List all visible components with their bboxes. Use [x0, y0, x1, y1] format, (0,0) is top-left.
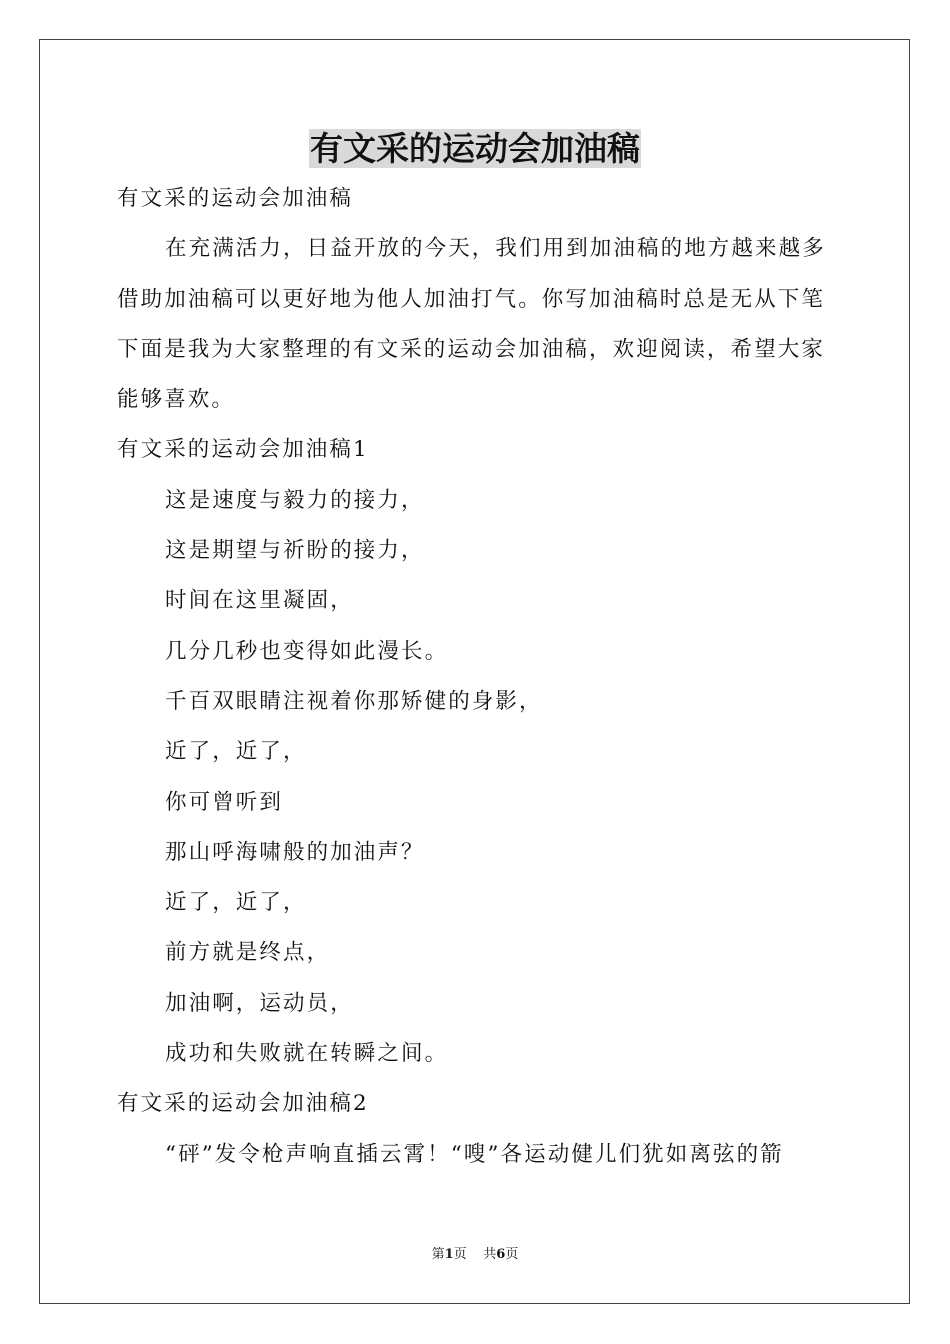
total-suffix: 页: [505, 1247, 519, 1262]
poem-line: 近了，近了，: [165, 890, 307, 916]
document-body: [117, 174, 833, 1180]
poem-line: 近了，近了，: [165, 739, 307, 765]
poem-line: 时间在这里凝固，: [165, 588, 354, 614]
poem-line: 这是期望与祈盼的接力，: [165, 538, 425, 564]
total-pages: 6: [496, 1247, 506, 1262]
poem-line: 几分几秒也变得如此漫长。: [165, 638, 449, 664]
paragraph-line: “砰”发令枪声响直插云霄！“嗖”各运动健儿们犹如离弦的箭: [165, 1141, 784, 1167]
intro-line: 借助加油稿可以更好地为他人加油打气。你写加油稿时总是无从下笔: [117, 286, 826, 312]
subtitle: 有文采的运动会加油稿: [117, 186, 354, 211]
poem-line: 那山呼海啸般的加油声？: [165, 839, 425, 865]
page-number: 1: [444, 1247, 454, 1262]
intro-line: 在充满活力，日益开放的今天，我们用到加油稿的地方越来越多: [165, 236, 826, 262]
section-heading: 有文采的运动会加油稿1: [117, 437, 369, 463]
section-heading: 有文采的运动会加油稿2: [117, 1091, 369, 1117]
page-footer: [0, 1246, 950, 1264]
poem-line: 这是速度与毅力的接力，: [165, 487, 425, 513]
poem-line: 千百双眼睛注视着你那矫健的身影，: [165, 688, 543, 714]
document-title-text: 有文采的运动会加油稿: [310, 129, 640, 168]
total-prefix: 共: [483, 1247, 497, 1262]
page-prefix: 第: [431, 1247, 445, 1262]
poem-line: 成功和失败就在转瞬之间。: [165, 1041, 449, 1067]
document-title: [0, 127, 950, 171]
page-suffix: 页: [453, 1247, 467, 1262]
poem-line: 加油啊，运动员，: [165, 990, 354, 1016]
intro-line: 能够喜欢。: [117, 387, 236, 413]
poem-line: 前方就是终点，: [165, 940, 331, 966]
intro-line: 下面是我为大家整理的有文采的运动会加油稿，欢迎阅读，希望大家: [117, 336, 826, 362]
poem-line: 你可曾听到: [165, 789, 284, 815]
